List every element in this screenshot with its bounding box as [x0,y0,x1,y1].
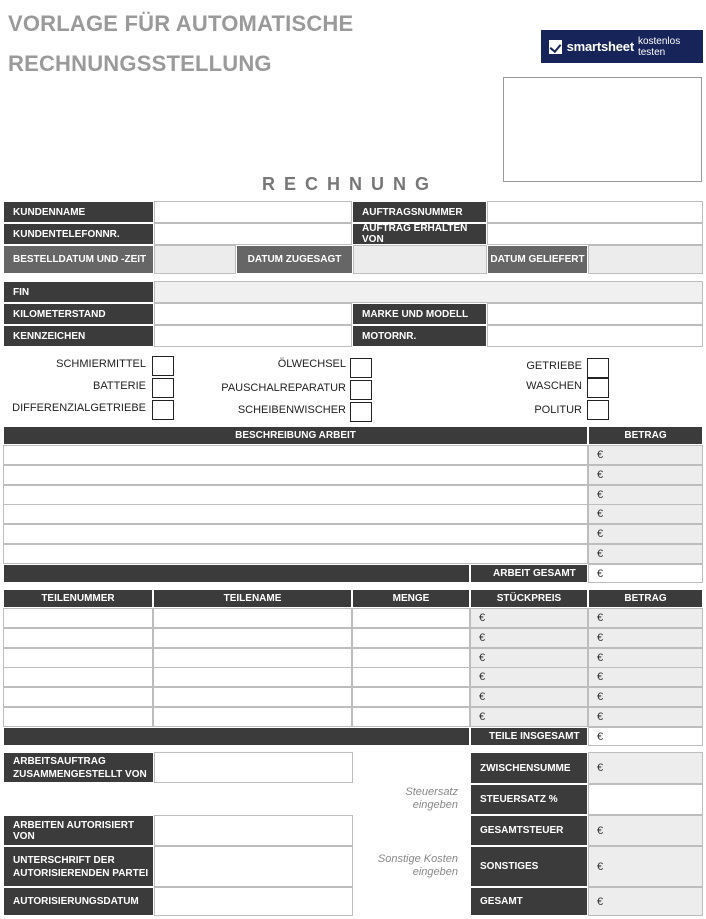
labor-amount-cell[interactable]: € [588,544,703,564]
field-fin[interactable] [154,281,703,303]
parts-name-cell[interactable] [153,667,352,687]
label-kennzeichen: KENNZEICHEN [3,325,154,347]
label-gesamtsteuer: GESAMTSTEUER [470,815,588,846]
service-label: BATTERIE [93,380,146,392]
service-label: ÖLWECHSEL [277,358,346,370]
parts-preis-cell[interactable]: € [470,687,588,707]
service-label: PAUSCHALREPARATUR [221,382,346,394]
parts-name-cell[interactable] [153,707,352,727]
checkbox-differenzialgetriebe[interactable] [152,400,174,420]
parts-betrag-cell[interactable]: € [588,687,703,707]
field-autorisierungsdatum[interactable] [154,887,353,916]
parts-total-amount[interactable]: € [588,727,703,746]
title-line-2: RECHNUNGSSTELLUNG [8,51,272,76]
service-label: SCHEIBENWISCHER [237,404,346,416]
invoice-heading: RECHNUNG [261,174,438,194]
parts-preis-cell[interactable]: € [470,628,588,648]
label-gesamt: GESAMT [470,887,588,916]
field-kennzeichen[interactable] [154,325,352,347]
field-sonstiges[interactable]: € [588,846,703,887]
field-bestelldatum[interactable] [154,245,236,274]
parts-menge-cell[interactable] [352,628,470,648]
parts-header-betrag: BETRAG [588,589,703,608]
field-kundentelefon[interactable] [154,223,352,245]
parts-menge-cell[interactable] [352,687,470,707]
labor-amount-cell[interactable]: € [588,504,703,524]
parts-header-preis: STÜCKPREIS [470,589,588,608]
parts-nr-cell[interactable] [3,667,153,687]
checkbox-pauschalreparatur[interactable] [350,380,372,400]
labor-desc-cell[interactable] [3,504,588,524]
checkbox-getriebe[interactable] [587,358,609,378]
label-fin: FIN [3,281,154,303]
label-datum-geliefert: DATUM GELIEFERT [487,245,588,274]
parts-preis-cell[interactable]: € [470,667,588,687]
label-steuersatz: STEUERSATZ % [470,784,588,815]
parts-betrag-cell[interactable]: € [588,608,703,628]
parts-preis-cell[interactable]: € [470,608,588,628]
parts-betrag-cell[interactable]: € [588,628,703,648]
note-sonstige-kosten: Sonstige Kosten eingeben [377,853,458,878]
parts-header-menge: MENGE [352,589,470,608]
label-zwischensumme: ZWISCHENSUMME [470,752,588,784]
parts-total-label: TEILE INSGESAMT [470,727,588,746]
parts-nr-cell[interactable] [3,707,153,727]
labor-total-bar [3,564,470,583]
label-kundentelefon: KUNDENTELEFONNR. [3,223,154,245]
checkbox-politur[interactable] [587,400,609,420]
label-marke-modell: MARKE UND MODELL [352,303,487,325]
field-auftragsnummer[interactable] [487,201,703,223]
title-line-1: VORLAGE FÜR AUTOMATISCHE [8,11,354,36]
label-autorisierungsdatum: AUTORISIERUNGSDATUM [3,887,154,916]
parts-menge-cell[interactable] [352,707,470,727]
labor-total-amount[interactable]: € [588,564,703,583]
parts-menge-cell[interactable] [352,608,470,628]
note-steuersatz: Steuersatz eingeben [405,786,458,811]
labor-amount-header: BETRAG [588,426,703,445]
field-kilometerstand[interactable] [154,303,352,325]
field-gesamt[interactable]: € [588,887,703,916]
parts-name-cell[interactable] [153,687,352,707]
parts-header-name: TEILENAME [153,589,352,608]
labor-desc-cell[interactable] [3,465,588,485]
label-autorisiert: ARBEITEN AUTORISIERT VON [3,815,154,846]
page-title [8,4,428,84]
parts-preis-cell[interactable]: € [470,707,588,727]
field-kundenname[interactable] [154,201,352,223]
parts-menge-cell[interactable] [352,648,470,668]
labor-desc-cell[interactable] [3,445,588,465]
parts-nr-cell[interactable] [3,687,153,707]
parts-betrag-cell[interactable]: € [588,707,703,727]
labor-desc-cell[interactable] [3,544,588,564]
label-kundenname: KUNDENNAME [3,201,154,223]
parts-menge-cell[interactable] [352,667,470,687]
checkbox-schmiermittel[interactable] [152,356,174,376]
parts-total-bar [3,727,470,746]
label-sonstiges: SONSTIGES [470,846,588,887]
field-zusammengestellt[interactable] [154,752,353,783]
parts-name-cell[interactable] [153,608,352,628]
label-zusammengestellt: ARBEITSAUFTRAG ZUSAMMENGESTELLT VON [3,752,154,783]
parts-nr-cell[interactable] [3,648,153,668]
field-datum-zugesagt[interactable] [353,245,487,274]
parts-nr-cell[interactable] [3,628,153,648]
service-label: POLITUR [534,404,582,416]
service-label: SCHMIERMITTEL [56,358,146,370]
labor-total-label: ARBEIT GESAMT [470,564,588,583]
labor-amount-cell[interactable]: € [588,465,703,485]
checkbox-batterie[interactable] [152,378,174,398]
parts-name-cell[interactable] [153,648,352,668]
field-auftrag-erhalten[interactable] [487,223,703,245]
field-datum-geliefert[interactable] [588,245,703,274]
service-label: WASCHEN [526,380,582,392]
parts-betrag-cell[interactable]: € [588,667,703,687]
label-kilometerstand: KILOMETERSTAND [3,303,154,325]
label-bestelldatum: BESTELLDATUM UND -ZEIT [3,245,154,274]
labor-amount-cell[interactable]: € [588,485,703,505]
labor-amount-cell[interactable]: € [588,445,703,465]
field-zwischensumme[interactable]: € [588,752,703,784]
brand-cta-text: kostenlos testen [637,35,681,58]
labor-desc-cell[interactable] [3,524,588,544]
field-gesamtsteuer[interactable]: € [588,815,703,846]
service-label: GETRIEBE [526,360,582,372]
parts-nr-cell[interactable] [3,608,153,628]
smartsheet-logo-icon [549,40,562,54]
label-auftragsnummer: AUFTRAGSNUMMER [352,201,487,223]
brand-name: smartsheet [566,39,634,54]
logo-placeholder[interactable] [503,77,702,182]
field-steuersatz[interactable] [588,784,703,815]
field-motornr[interactable] [487,325,703,347]
smartsheet-cta-button[interactable] [541,30,703,63]
label-auftrag-erhalten: AUFTRAG ERHALTEN VON [352,223,487,245]
labor-desc-header: BESCHREIBUNG ARBEIT [3,426,588,445]
label-unterschrift: UNTERSCHRIFT DER AUTORISIERENDEN PARTEI [3,846,154,887]
parts-betrag-cell[interactable]: € [588,648,703,668]
checkbox-oelwechsel[interactable] [350,358,372,378]
parts-header-nr: TEILENUMMER [3,589,153,608]
checkbox-waschen[interactable] [587,378,609,398]
field-marke-modell[interactable] [487,303,703,325]
parts-name-cell[interactable] [153,628,352,648]
field-unterschrift[interactable] [154,846,353,887]
label-motornr: MOTORNR. [352,325,487,347]
labor-desc-cell[interactable] [3,485,588,505]
field-autorisiert[interactable] [154,815,353,846]
service-label: DIFFERENZIALGETRIEBE [12,402,146,414]
parts-preis-cell[interactable]: € [470,648,588,668]
checkbox-scheibenwischer[interactable] [350,402,372,422]
labor-amount-cell[interactable]: € [588,524,703,544]
label-datum-zugesagt: DATUM ZUGESAGT [236,245,353,274]
